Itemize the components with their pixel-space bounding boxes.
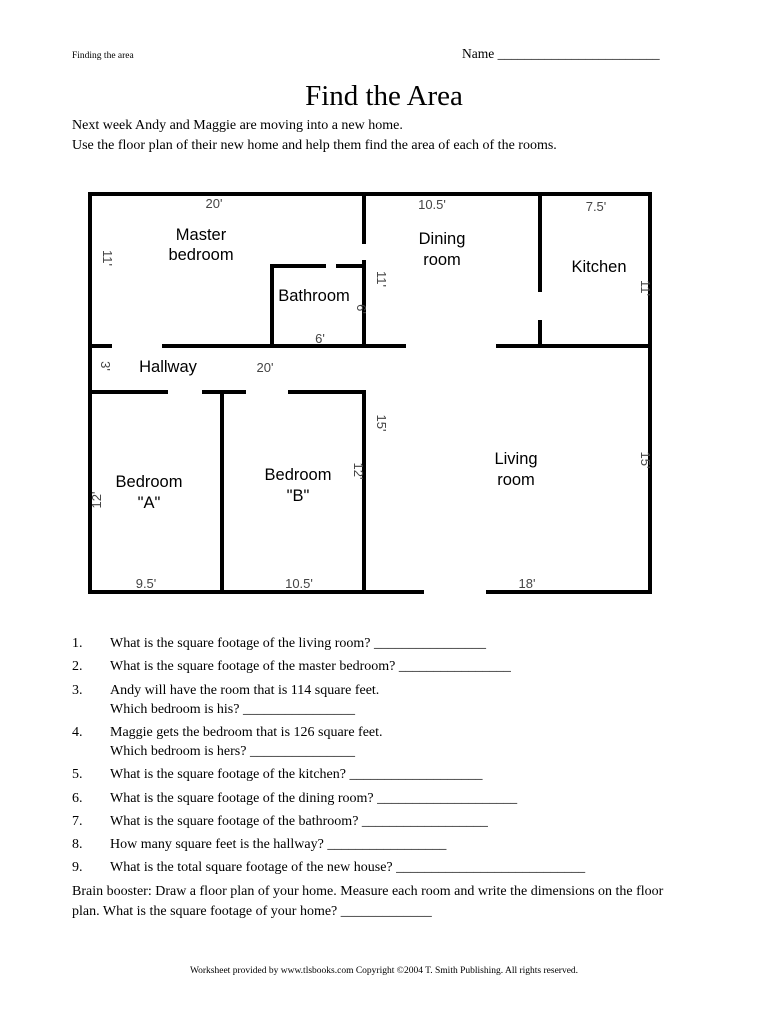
dim-master-width: 20' <box>205 196 223 211</box>
dim-kitchen-width: 7.5' <box>585 199 607 214</box>
room-label-kitchen: Kitchen <box>571 258 627 276</box>
dim-bed-a-width: 9.5' <box>135 576 157 591</box>
question-8 <box>0 837 768 857</box>
dim-living-left: 15' <box>374 414 389 432</box>
question-6 <box>0 791 768 811</box>
room-label-bathroom: Bathroom <box>278 287 350 305</box>
question-number: 8. <box>72 837 83 852</box>
room-label-living-1: Living <box>494 450 538 468</box>
intro-line-2: Use the floor plan of their new home and help them find the area of each of the rooms. <box>72 138 557 153</box>
room-label-bedroom-a-1: Bedroom <box>115 473 183 491</box>
dim-kitchen-height: 11' <box>638 280 653 296</box>
room-label-living-2: room <box>497 471 535 489</box>
question-text[interactable]: How many square feet is the hallway? _________________ <box>110 837 447 852</box>
question-2 <box>0 659 768 679</box>
room-label-dining-1: Dining <box>418 230 466 248</box>
question-text-2[interactable]: Which bedroom is hers? _______________ <box>110 744 355 759</box>
room-label-bedroom-b-1: Bedroom <box>264 466 332 484</box>
header-left-text: Finding the area <box>72 51 134 61</box>
dim-bed-b-height: 12' <box>351 462 366 480</box>
room-label-master-2: bedroom <box>168 246 234 264</box>
question-number: 1. <box>72 636 83 651</box>
question-number: 5. <box>72 767 83 782</box>
question-number: 7. <box>72 814 83 829</box>
question-7 <box>0 814 768 834</box>
room-label-hallway: Hallway <box>139 358 197 376</box>
dim-master-height: 11' <box>100 250 115 266</box>
question-number: 4. <box>72 725 83 740</box>
question-4 <box>0 725 768 765</box>
room-label-bedroom-a-2: "A" <box>137 494 161 512</box>
brain-booster: Brain booster: Draw a floor plan of your home. Measure each room and write the dimensions on the floor plan. What is the square footage of your home? _____________ <box>72 884 664 919</box>
question-text[interactable]: What is the total square footage of the new house? ___________________________ <box>110 860 586 875</box>
name-field[interactable]: Name ________________________ <box>462 46 660 61</box>
question-text[interactable]: What is the square footage of the kitchen? ___________________ <box>110 767 483 782</box>
question-text[interactable]: What is the square footage of the living room? ________________ <box>110 636 486 651</box>
question-text[interactable]: What is the square footage of the master bedroom? ________________ <box>110 659 511 674</box>
dim-dining-width: 10.5' <box>418 197 446 212</box>
question-3 <box>0 683 768 723</box>
dim-living-right: 15' <box>638 451 653 469</box>
dim-living-width: 18' <box>518 576 536 591</box>
dim-hall-height: 3' <box>98 361 113 371</box>
room-label-master-1: Master <box>175 226 227 244</box>
page-title: Find the Area <box>305 80 463 112</box>
room-labels <box>116 226 627 512</box>
question-text[interactable]: What is the square footage of the bathroom? __________________ <box>110 814 488 829</box>
question-text: Maggie gets the bedroom that is 126 square feet. <box>110 725 383 740</box>
question-number: 9. <box>72 860 83 875</box>
dim-dining-height: 11' <box>374 271 389 287</box>
question-number: 2. <box>72 659 83 674</box>
question-text: Andy will have the room that is 114 square feet. <box>110 683 380 698</box>
question-text-2[interactable]: Which bedroom is his? ________________ <box>110 702 355 717</box>
dim-bath-height: 6' <box>354 304 369 314</box>
footer-copyright: Worksheet provided by www.tlsbooks.com Copyright ©2004 T. Smith Publishing. All rights reserved. <box>189 966 579 976</box>
question-number: 6. <box>72 791 83 806</box>
room-label-dining-2: room <box>423 251 461 269</box>
dim-bath-width: 6' <box>315 331 325 346</box>
question-1 <box>0 636 768 656</box>
dim-hall-width: 20' <box>256 360 274 375</box>
dim-bed-b-width: 10.5' <box>285 576 313 591</box>
dim-bed-a-height: 12' <box>89 491 104 509</box>
question-number: 3. <box>72 683 83 698</box>
question-5 <box>0 767 768 787</box>
question-text[interactable]: What is the square footage of the dining room? ____________________ <box>110 791 518 806</box>
room-label-bedroom-b-2: "B" <box>286 487 310 505</box>
question-9 <box>0 860 768 880</box>
intro-line-1: Next week Andy and Maggie are moving into a new home. <box>72 118 403 133</box>
